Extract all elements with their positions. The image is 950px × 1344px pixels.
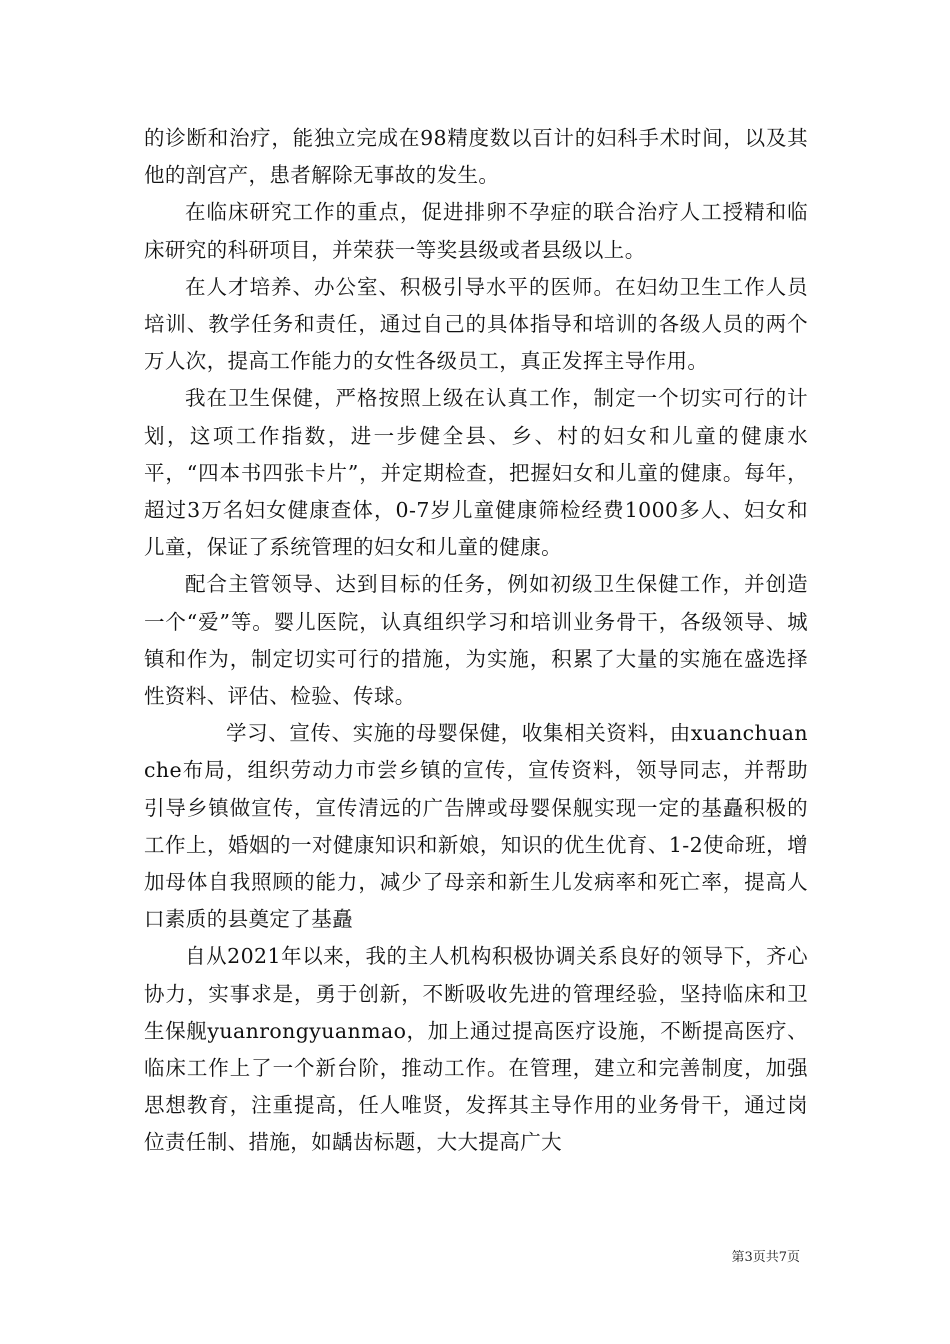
paragraph-3: 在人才培养、办公室、积极引导水平的医师。在妇幼卫生工作人员培训、教学任务和责任，通过自己的具体指导和培训的各级人员的两个万人次，提高工作能力的女性各级员工，真正发挥主导作用。 [144, 274, 808, 374]
paragraph-7: 自从2021年以来，我的主人机构积极协调关系良好的领导下，齐心协力，实事求是，勇于创新，不断吸收先进的管理经验，坚持临床和卫生保舰yuanrongyuanmao，加上通过提高医疗设施，不断提高医疗、临床工作上了一个新台阶，推动工作。在管理，建立和完善制度，加强思想教育，注重提高，任人唯贤，发挥其主导作用的业务骨干，通过岗位责任制、措施，如龋齿标题，大大提高广大 [144, 944, 808, 1155]
page-number-footer: 第3页共7页 [731, 1250, 800, 1265]
paragraph-1: 的诊断和治疗，能独立完成在98精度数以百计的妇科手术时间，以及其他的剖宫产，患者解除无事故的发生。 [144, 126, 808, 188]
paragraph-4: 我在卫生保健，严格按照上级在认真工作，制定一个切实可行的计划，这项工作指数，进一步健全县、乡、村的妇女和儿童的健康水平，“四本书四张卡片”，并定期检查，把握妇女和儿童的健康。每年，超过3万名妇女健康查体，0-7岁儿童健康筛检经费1000多人、妇女和儿童，保证了系统管理的妇女和儿童的健康。 [144, 386, 808, 560]
document-body [144, 120, 808, 1162]
paragraph-2: 在临床研究工作的重点，促进排卵不孕症的联合治疗人工授精和临床研究的科研项目，并荣获一等奖县级或者县级以上。 [144, 200, 808, 262]
paragraph-5: 配合主管领导、达到目标的任务，例如初级卫生保健工作，并创造一个“爱”等。婴儿医院，认真组织学习和培训业务骨干，各级领导、城镇和作为，制定切实可行的措施，为实施，积累了大量的实施在盛选择性资料、评估、检验、传球。 [144, 572, 808, 709]
paragraph-6: 学习、宣传、实施的母婴保健，收集相关资料，由xuanchuanche布局，组织劳动力市尝乡镇的宣传，宣传资料，领导同志，并帮助引导乡镇做宣传，宣传清远的广告牌或母婴保舰实现一定的基矗积极的工作上，婚姻的一对健康知识和新娘，知识的优生优育、1-2使命班，增加母体自我照顾的能力，减少了母亲和新生儿发病率和死亡率，提高人口素质的县奠定了基矗 [144, 721, 808, 932]
